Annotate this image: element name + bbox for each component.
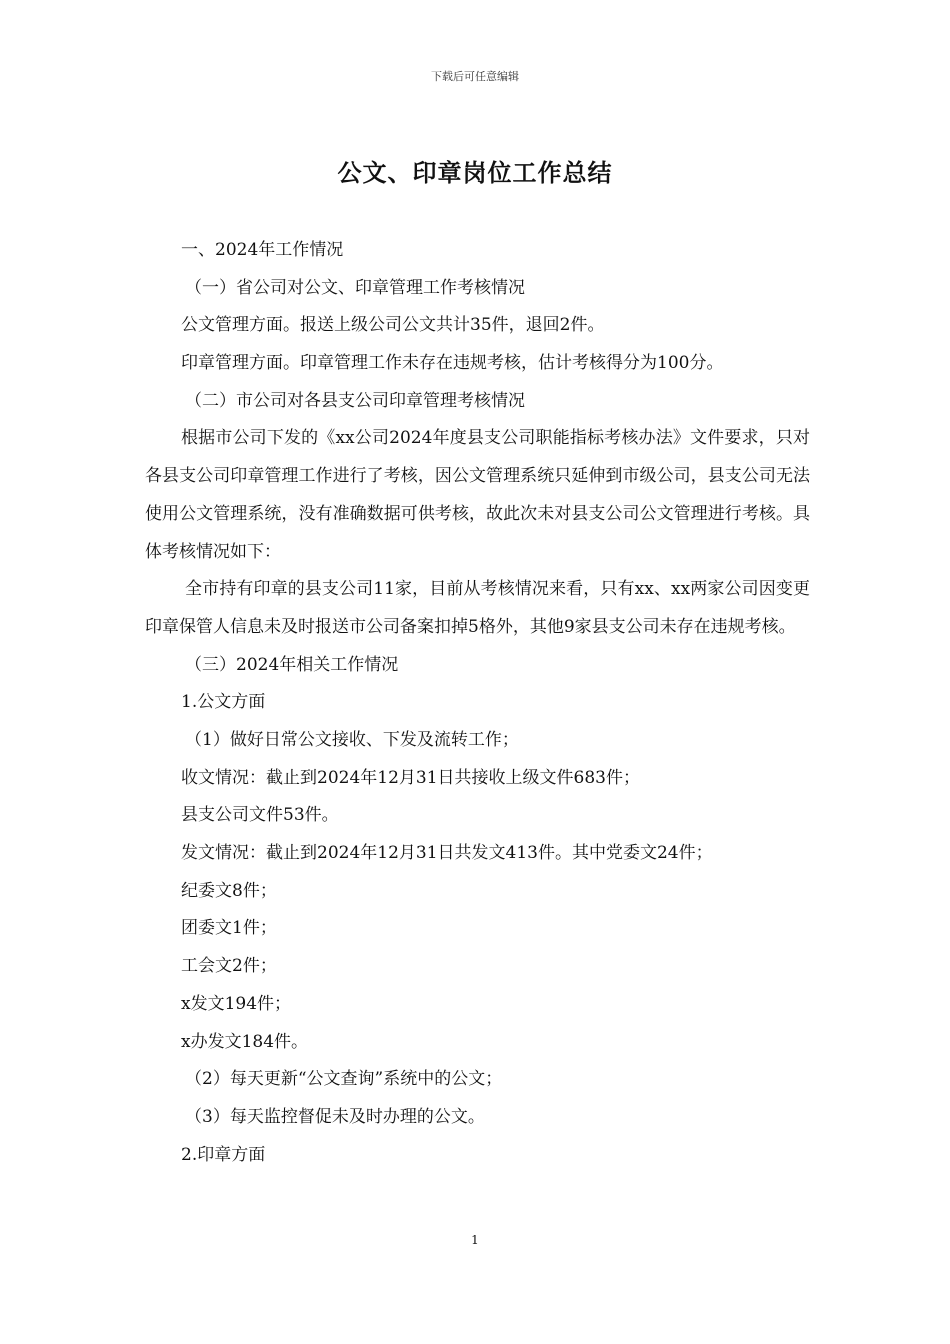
section-heading: 一、2024年工作情况 — [181, 240, 344, 260]
list-item: 发文情况：截止到2024年12月31日共发文413件。其中党委文24件； — [181, 843, 713, 864]
list-item: （1）做好日常公文接收、下发及流转工作； — [185, 730, 519, 751]
list-item: x办发文184件。 — [181, 1031, 309, 1052]
subsection-heading: （二）市公司对各县支公司印章管理考核情况 — [185, 390, 525, 411]
document-body — [145, 232, 810, 1174]
subsection-heading: （一）省公司对公文、印章管理工作考核情况 — [185, 277, 525, 298]
header-note: 下载后可任意编辑 — [431, 70, 519, 83]
paragraph: 根据市公司下发的《xx公司2024年度县支公司职能指标考核办法》文件要求，只对各县支公司印章管理工作进行了考核，因公文管理系统只延伸到市级公司，县支公司无法使用公文管理系统，没有准确数据可供考核，故此次未对县支公司公文管理进行考核。具体考核情况如下： — [145, 428, 810, 562]
list-item: 纪委文8件； — [181, 880, 277, 901]
paragraph: 全市持有印章的县支公司11家，目前从考核情况来看，只有xx、xx两家公司因变更印章保管人信息未及时报送市公司备案扣掉5格外，其他9家县支公司未存在违规考核。 — [145, 579, 810, 637]
page-number: 1 — [471, 1233, 479, 1247]
list-item: x发文194件； — [181, 993, 292, 1014]
list-item: 团委文1件； — [181, 918, 277, 939]
list-item: 县支公司文件53件。 — [181, 805, 339, 826]
item-heading: 2.印章方面 — [181, 1144, 266, 1165]
list-item: 工会文2件； — [181, 956, 277, 977]
list-item: （2）每天更新“公文查询”系统中的公文； — [185, 1069, 503, 1090]
item-heading: 1.公文方面 — [181, 692, 266, 713]
list-item: （3）每天监控督促未及时办理的公文。 — [185, 1106, 485, 1127]
paragraph: 印章管理方面。印章管理工作未存在违规考核，估计考核得分为100分。 — [181, 353, 724, 374]
document-title: 公文、印章岗位工作总结 — [337, 158, 613, 187]
paragraph: 公文管理方面。报送上级公司公文共计35件，退回2件。 — [181, 315, 605, 336]
list-item: 收文情况：截止到2024年12月31日共接收上级文件683件； — [181, 767, 640, 788]
subsection-heading: （三）2024年相关工作情况 — [185, 654, 399, 675]
